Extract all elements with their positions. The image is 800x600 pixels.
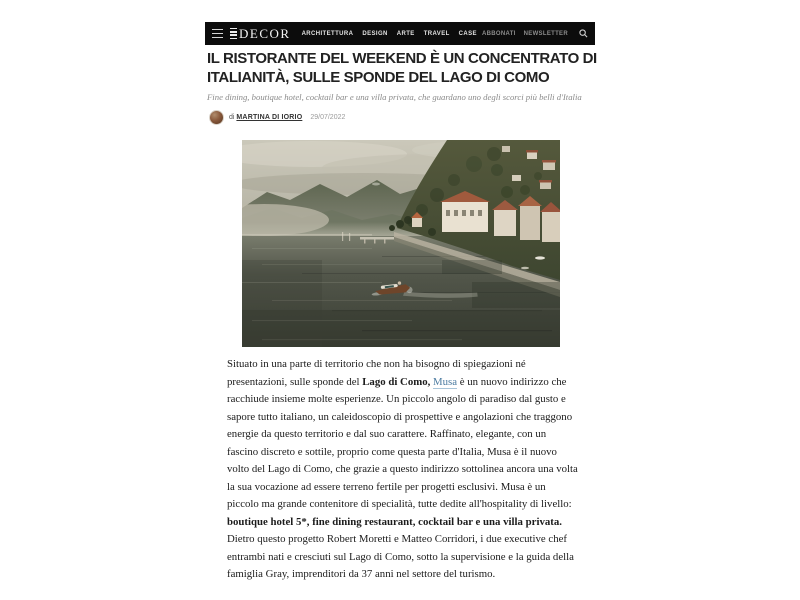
elle-logo-icon — [230, 28, 237, 39]
author-link[interactable]: MARTINA DI IORIO — [236, 113, 303, 121]
page-title — [207, 50, 599, 87]
article-subtitle: Fine dining, boutique hotel, cocktail bar e una villa privata, che guardano uno degli scorci più belli d'Italia — [207, 92, 582, 102]
nav-item-architettura[interactable]: ARCHITETTURA — [301, 30, 354, 37]
top-navigation-bar — [205, 22, 595, 45]
hamburger-icon[interactable] — [212, 29, 223, 38]
body-segment-2: è un nuovo indirizzo che racchiude insieme molte esperienze. Un piccolo angolo di paradiso dal gusto e sapore tutto italiano, un caleidoscopio di prospettive e angolazioni che traggono energie da questo territorio e dal suo carattere. Raffinato, elegante, con un fascino discreto e sottile, proprio come questa parte d'Italia, Musa è il nuovo volto del Lago di Como, che grazie a questo indirizzo sottolinea ancora una volta la sua vocazione ad essere terreno fertile per progetti esclusivi. Musa è un piccolo ma grande contenitore di specialità, tutte dedite all'hospitality di livello: — [227, 375, 578, 510]
nav-item-design[interactable]: DESIGN — [362, 30, 388, 37]
musa-link[interactable]: Musa — [433, 375, 458, 388]
main-nav — [302, 31, 477, 37]
lake-como-illustration — [242, 140, 560, 347]
brand-logo[interactable] — [230, 27, 291, 40]
topbar-actions — [482, 29, 588, 38]
body-bold-offer: boutique hotel 5*, fine dining restaurant, cocktail bar e una villa privata. — [227, 515, 562, 528]
author-avatar[interactable] — [209, 110, 224, 125]
byline-text — [229, 114, 302, 121]
byline — [209, 109, 345, 125]
article-body — [227, 356, 579, 584]
page-title-line1: IL RISTORANTE DEL WEEKEND È UN CONCENTRATO DI — [207, 50, 597, 67]
nav-item-travel[interactable]: TRAVEL — [423, 30, 450, 37]
body-bold-lago: Lago di Como, — [362, 375, 434, 388]
brand-logo-text: DECOR — [239, 26, 291, 41]
hero-image — [242, 140, 560, 347]
newsletter-link[interactable]: NEWSLETTER — [523, 30, 568, 37]
body-segment-1: Situato in una parte di territorio che non ha bisogno di spiegazioni né presentazioni, sulle sponde del — [227, 358, 526, 388]
byline-prefix: di — [229, 113, 237, 121]
nav-item-case[interactable]: CASE — [458, 30, 477, 37]
nav-item-arte[interactable]: ARTE — [396, 30, 415, 37]
article-date: 29/07/2022 — [310, 113, 346, 121]
abbonati-link[interactable]: ABBONATI — [482, 30, 516, 37]
body-segment-3: Dietro questo progetto Robert Moretti e Matteo Corridori, i due executive chef entrambi nati e cresciuti sul Lago di Como, sotto la supervisione e la guida della famiglia Gray, imprenditori da 37 anni nel settore del turismo. — [227, 533, 574, 580]
page-title-line2: ITALIANITÀ, SULLE SPONDE DEL LAGO DI COMO — [207, 68, 550, 86]
search-icon[interactable] — [579, 29, 588, 38]
